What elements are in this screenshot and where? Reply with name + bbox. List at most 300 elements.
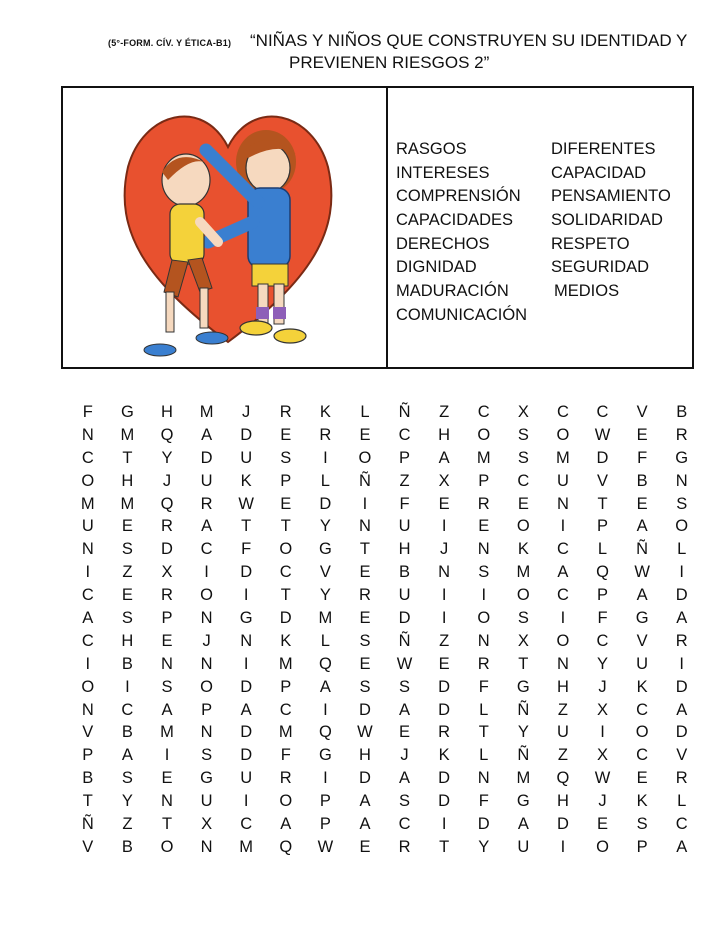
grid-cell[interactable]: I: [85, 654, 91, 673]
grid-cell[interactable]: E: [438, 494, 450, 513]
grid-cell[interactable]: K: [319, 403, 331, 421]
grid-cell[interactable]: C: [121, 700, 134, 719]
grid-cell[interactable]: Ñ: [398, 403, 411, 421]
grid-cell[interactable]: Y: [517, 723, 529, 742]
grid-cell[interactable]: G: [200, 769, 213, 788]
grid-cell[interactable]: H: [121, 631, 134, 650]
grid-cell[interactable]: C: [636, 700, 649, 719]
grid-cell[interactable]: U: [398, 586, 411, 605]
grid-cell[interactable]: I: [243, 586, 249, 605]
grid-cell[interactable]: M: [120, 425, 135, 444]
grid-cell[interactable]: C: [636, 746, 649, 765]
grid-cell[interactable]: K: [438, 746, 450, 765]
grid-cell[interactable]: Y: [161, 448, 173, 467]
grid-cell[interactable]: F: [280, 746, 291, 765]
grid-cell[interactable]: N: [675, 471, 688, 490]
grid-cell[interactable]: P: [82, 746, 94, 765]
grid-cell[interactable]: G: [516, 792, 530, 811]
grid-cell[interactable]: Y: [121, 792, 133, 811]
grid-cell[interactable]: A: [240, 700, 252, 719]
grid-cell[interactable]: I: [323, 700, 328, 719]
grid-cell[interactable]: V: [636, 403, 648, 421]
grid-cell[interactable]: O: [81, 677, 95, 696]
grid-cell[interactable]: E: [161, 769, 173, 788]
grid-cell[interactable]: D: [240, 746, 253, 765]
grid-cell[interactable]: T: [359, 540, 370, 559]
grid-cell[interactable]: W: [357, 723, 373, 742]
grid-cell[interactable]: C: [81, 631, 94, 650]
grid-cell[interactable]: L: [479, 746, 489, 765]
grid-cell[interactable]: A: [438, 448, 450, 467]
grid-cell[interactable]: D: [675, 586, 688, 605]
grid-cell[interactable]: D: [240, 563, 253, 582]
grid-cell[interactable]: Z: [439, 403, 450, 421]
grid-cell[interactable]: T: [478, 723, 489, 742]
grid-cell[interactable]: G: [239, 609, 253, 628]
grid-cell[interactable]: F: [82, 403, 93, 421]
grid-cell[interactable]: M: [160, 723, 174, 742]
grid-cell[interactable]: B: [121, 654, 133, 673]
grid-cell[interactable]: U: [200, 792, 213, 811]
grid-cell[interactable]: I: [560, 837, 566, 856]
grid-cell[interactable]: I: [125, 677, 130, 696]
grid-cell[interactable]: N: [161, 792, 173, 811]
grid-cell[interactable]: J: [598, 677, 607, 696]
grid-cell[interactable]: J: [400, 746, 409, 765]
grid-cell[interactable]: E: [399, 723, 411, 742]
grid-cell[interactable]: C: [596, 631, 609, 650]
grid-cell[interactable]: D: [556, 815, 569, 834]
grid-cell[interactable]: A: [359, 792, 371, 811]
grid-cell[interactable]: N: [556, 494, 569, 513]
grid-cell[interactable]: K: [517, 540, 529, 559]
grid-cell[interactable]: Ñ: [517, 700, 530, 719]
grid-cell[interactable]: E: [359, 654, 371, 673]
grid-cell[interactable]: R: [477, 494, 490, 513]
grid-cell[interactable]: T: [439, 837, 450, 856]
grid-cell[interactable]: Z: [122, 563, 133, 582]
grid-cell[interactable]: F: [597, 609, 608, 628]
grid-cell[interactable]: Ñ: [398, 631, 411, 650]
grid-cell[interactable]: A: [676, 609, 688, 628]
grid-cell[interactable]: J: [202, 631, 211, 650]
grid-cell[interactable]: A: [161, 700, 173, 719]
grid-cell[interactable]: M: [239, 837, 254, 856]
grid-cell[interactable]: D: [358, 769, 371, 788]
grid-cell[interactable]: Z: [122, 815, 133, 834]
grid-cell[interactable]: C: [477, 403, 490, 421]
grid-cell[interactable]: I: [164, 746, 170, 765]
grid-cell[interactable]: T: [597, 494, 608, 513]
grid-cell[interactable]: V: [676, 746, 688, 765]
grid-cell[interactable]: M: [120, 494, 135, 513]
grid-cell[interactable]: I: [362, 494, 368, 513]
grid-cell[interactable]: O: [675, 517, 689, 536]
grid-cell[interactable]: P: [319, 792, 331, 811]
grid-cell[interactable]: I: [441, 586, 447, 605]
grid-cell[interactable]: O: [279, 540, 293, 559]
grid-cell[interactable]: S: [517, 448, 529, 467]
grid-cell[interactable]: P: [478, 471, 490, 490]
grid-cell[interactable]: Q: [556, 769, 570, 788]
grid-cell[interactable]: L: [597, 540, 608, 559]
grid-cell[interactable]: W: [317, 837, 334, 856]
grid-cell[interactable]: I: [441, 815, 447, 834]
grid-cell[interactable]: J: [162, 471, 172, 490]
grid-cell[interactable]: T: [280, 586, 291, 605]
grid-cell[interactable]: C: [517, 471, 530, 490]
grid-cell[interactable]: K: [636, 792, 648, 811]
grid-cell[interactable]: D: [240, 677, 253, 696]
grid-cell[interactable]: M: [476, 448, 491, 467]
grid-cell[interactable]: N: [81, 425, 94, 444]
grid-cell[interactable]: N: [556, 654, 569, 673]
grid-cell[interactable]: R: [675, 425, 688, 444]
grid-cell[interactable]: P: [280, 471, 292, 490]
grid-cell[interactable]: W: [634, 563, 650, 582]
grid-cell[interactable]: L: [677, 792, 687, 811]
grid-cell[interactable]: E: [161, 631, 173, 650]
grid-cell[interactable]: E: [280, 425, 292, 444]
grid-cell[interactable]: N: [161, 654, 173, 673]
grid-cell[interactable]: P: [636, 837, 648, 856]
grid-cell[interactable]: A: [319, 677, 331, 696]
grid-cell[interactable]: U: [517, 837, 530, 856]
grid-cell[interactable]: D: [438, 677, 451, 696]
grid-cell[interactable]: C: [556, 403, 569, 421]
grid-cell[interactable]: E: [597, 815, 609, 834]
grid-cell[interactable]: I: [441, 609, 447, 628]
grid-cell[interactable]: I: [481, 586, 487, 605]
grid-cell[interactable]: G: [120, 403, 134, 421]
grid-cell[interactable]: E: [359, 837, 371, 856]
grid-cell[interactable]: G: [318, 540, 332, 559]
grid-cell[interactable]: H: [161, 403, 173, 421]
grid-cell[interactable]: O: [477, 425, 491, 444]
grid-cell[interactable]: S: [359, 631, 371, 650]
grid-cell[interactable]: I: [204, 563, 209, 582]
grid-cell[interactable]: I: [85, 563, 91, 582]
grid-cell[interactable]: J: [598, 792, 607, 811]
grid-cell[interactable]: L: [677, 540, 687, 559]
grid-cell[interactable]: Q: [318, 654, 332, 673]
grid-cell[interactable]: U: [556, 723, 569, 742]
grid-cell[interactable]: O: [556, 425, 570, 444]
grid-cell[interactable]: K: [240, 471, 252, 490]
grid-cell[interactable]: E: [359, 563, 371, 582]
grid-cell[interactable]: D: [161, 540, 173, 559]
grid-cell[interactable]: P: [280, 677, 292, 696]
grid-cell[interactable]: I: [560, 609, 566, 628]
grid-cell[interactable]: I: [679, 654, 684, 673]
grid-cell[interactable]: E: [636, 425, 648, 444]
grid-cell[interactable]: I: [323, 448, 328, 467]
grid-cell[interactable]: U: [636, 654, 649, 673]
grid-cell[interactable]: E: [280, 494, 292, 513]
grid-cell[interactable]: I: [679, 563, 684, 582]
grid-cell[interactable]: N: [81, 540, 94, 559]
grid-cell[interactable]: U: [398, 517, 411, 536]
grid-cell[interactable]: R: [675, 769, 688, 788]
grid-cell[interactable]: Q: [279, 837, 293, 856]
grid-cell[interactable]: B: [636, 471, 648, 490]
grid-cell[interactable]: O: [200, 677, 213, 696]
grid-cell[interactable]: A: [676, 700, 688, 719]
grid-cell[interactable]: A: [636, 517, 648, 536]
grid-cell[interactable]: A: [517, 815, 529, 834]
grid-cell[interactable]: O: [81, 471, 95, 490]
grid-cell[interactable]: X: [438, 471, 450, 490]
grid-cell[interactable]: P: [201, 700, 213, 719]
grid-cell[interactable]: C: [81, 448, 94, 467]
grid-cell[interactable]: O: [556, 631, 570, 650]
grid-cell[interactable]: E: [438, 654, 450, 673]
grid-cell[interactable]: I: [600, 723, 605, 742]
grid-cell[interactable]: E: [636, 769, 648, 788]
grid-cell[interactable]: C: [398, 425, 411, 444]
grid-cell[interactable]: N: [438, 563, 451, 582]
grid-cell[interactable]: N: [200, 654, 213, 673]
grid-cell[interactable]: F: [241, 540, 252, 559]
grid-cell[interactable]: S: [478, 563, 490, 582]
grid-cell[interactable]: X: [597, 746, 609, 765]
grid-cell[interactable]: L: [320, 471, 330, 490]
grid-cell[interactable]: D: [477, 815, 490, 834]
grid-cell[interactable]: A: [201, 517, 213, 536]
grid-cell[interactable]: D: [358, 700, 371, 719]
grid-cell[interactable]: Z: [557, 700, 568, 719]
grid-cell[interactable]: T: [241, 517, 252, 536]
grid-cell[interactable]: A: [399, 700, 411, 719]
grid-cell[interactable]: D: [438, 792, 451, 811]
grid-cell[interactable]: H: [438, 425, 451, 444]
grid-cell[interactable]: Q: [160, 425, 174, 444]
grid-cell[interactable]: Ñ: [81, 815, 94, 834]
grid-cell[interactable]: B: [121, 837, 133, 856]
grid-cell[interactable]: I: [323, 769, 328, 788]
grid-cell[interactable]: A: [201, 425, 213, 444]
grid-cell[interactable]: R: [200, 494, 213, 513]
grid-cell[interactable]: C: [556, 586, 569, 605]
grid-cell[interactable]: R: [358, 586, 371, 605]
grid-cell[interactable]: G: [516, 677, 530, 696]
grid-cell[interactable]: E: [478, 517, 490, 536]
grid-cell[interactable]: Y: [319, 517, 331, 536]
grid-cell[interactable]: P: [597, 517, 609, 536]
grid-cell[interactable]: M: [516, 563, 531, 582]
grid-cell[interactable]: R: [398, 837, 411, 856]
grid-cell[interactable]: A: [636, 586, 648, 605]
grid-cell[interactable]: R: [319, 425, 332, 444]
grid-cell[interactable]: C: [81, 586, 94, 605]
grid-cell[interactable]: H: [121, 471, 134, 490]
grid-cell[interactable]: S: [201, 746, 213, 765]
grid-cell[interactable]: U: [81, 517, 94, 536]
grid-cell[interactable]: D: [438, 769, 451, 788]
grid-cell[interactable]: C: [240, 815, 253, 834]
grid-cell[interactable]: X: [597, 700, 609, 719]
grid-cell[interactable]: M: [80, 494, 95, 513]
grid-cell[interactable]: N: [477, 631, 490, 650]
grid-cell[interactable]: B: [121, 723, 133, 742]
grid-cell[interactable]: R: [477, 654, 490, 673]
grid-cell[interactable]: S: [517, 425, 529, 444]
grid-cell[interactable]: L: [320, 631, 330, 650]
grid-cell[interactable]: T: [122, 448, 133, 467]
grid-cell[interactable]: E: [359, 609, 371, 628]
grid-cell[interactable]: C: [279, 563, 292, 582]
grid-cell[interactable]: D: [438, 700, 451, 719]
grid-cell[interactable]: X: [517, 403, 529, 421]
grid-cell[interactable]: P: [399, 448, 411, 467]
grid-cell[interactable]: D: [596, 448, 609, 467]
grid-cell[interactable]: A: [359, 815, 371, 834]
grid-cell[interactable]: A: [121, 746, 133, 765]
grid-cell[interactable]: T: [82, 792, 93, 811]
grid-cell[interactable]: Q: [318, 723, 332, 742]
grid-cell[interactable]: B: [82, 769, 94, 788]
grid-cell[interactable]: Ñ: [358, 471, 371, 490]
grid-cell[interactable]: F: [637, 448, 648, 467]
grid-cell[interactable]: C: [556, 540, 569, 559]
grid-cell[interactable]: I: [441, 517, 447, 536]
grid-cell[interactable]: O: [279, 792, 293, 811]
grid-cell[interactable]: B: [676, 403, 688, 421]
grid-cell[interactable]: U: [240, 448, 253, 467]
grid-cell[interactable]: R: [279, 769, 292, 788]
grid-cell[interactable]: W: [594, 425, 611, 444]
grid-cell[interactable]: X: [201, 815, 213, 834]
grid-cell[interactable]: G: [318, 746, 332, 765]
grid-cell[interactable]: S: [359, 677, 371, 696]
grid-cell[interactable]: G: [635, 609, 649, 628]
grid-cell[interactable]: D: [319, 494, 332, 513]
grid-cell[interactable]: H: [556, 792, 569, 811]
grid-cell[interactable]: O: [516, 517, 530, 536]
grid-cell[interactable]: Y: [319, 586, 331, 605]
grid-cell[interactable]: I: [243, 792, 249, 811]
grid-cell[interactable]: R: [161, 517, 173, 536]
grid-cell[interactable]: N: [477, 769, 490, 788]
grid-cell[interactable]: N: [240, 631, 253, 650]
grid-cell[interactable]: W: [396, 654, 413, 673]
grid-cell[interactable]: P: [161, 609, 173, 628]
grid-cell[interactable]: N: [200, 723, 213, 742]
grid-cell[interactable]: U: [556, 471, 569, 490]
grid-cell[interactable]: S: [121, 540, 133, 559]
grid-cell[interactable]: V: [597, 471, 609, 490]
grid-cell[interactable]: C: [675, 815, 688, 834]
grid-cell[interactable]: N: [200, 609, 213, 628]
grid-cell[interactable]: M: [516, 769, 531, 788]
grid-cell[interactable]: O: [635, 723, 649, 742]
grid-cell[interactable]: A: [676, 837, 688, 856]
grid-cell[interactable]: S: [399, 677, 411, 696]
grid-cell[interactable]: H: [556, 677, 569, 696]
grid-cell[interactable]: X: [517, 631, 529, 650]
grid-cell[interactable]: I: [243, 654, 249, 673]
grid-cell[interactable]: R: [161, 586, 173, 605]
grid-cell[interactable]: U: [200, 471, 213, 490]
grid-cell[interactable]: E: [517, 494, 529, 513]
grid-cell[interactable]: A: [399, 769, 411, 788]
grid-cell[interactable]: N: [477, 540, 490, 559]
grid-cell[interactable]: M: [278, 654, 293, 673]
grid-cell[interactable]: O: [200, 586, 213, 605]
grid-cell[interactable]: E: [121, 586, 133, 605]
grid-cell[interactable]: U: [240, 769, 253, 788]
grid-cell[interactable]: D: [200, 448, 213, 467]
grid-cell[interactable]: D: [279, 609, 292, 628]
grid-cell[interactable]: N: [358, 517, 371, 536]
grid-cell[interactable]: K: [280, 631, 292, 650]
grid-cell[interactable]: J: [242, 403, 251, 421]
grid-cell[interactable]: A: [280, 815, 292, 834]
grid-cell[interactable]: Ñ: [517, 746, 530, 765]
grid-cell[interactable]: V: [82, 723, 94, 742]
grid-cell[interactable]: Z: [557, 746, 568, 765]
grid-cell[interactable]: D: [240, 723, 253, 742]
grid-cell[interactable]: M: [278, 723, 293, 742]
grid-cell[interactable]: S: [676, 494, 688, 513]
grid-cell[interactable]: Q: [160, 494, 174, 513]
grid-cell[interactable]: T: [518, 654, 529, 673]
grid-cell[interactable]: S: [517, 609, 529, 628]
grid-cell[interactable]: K: [636, 677, 648, 696]
grid-cell[interactable]: J: [440, 540, 449, 559]
grid-cell[interactable]: D: [398, 609, 411, 628]
grid-cell[interactable]: F: [478, 677, 489, 696]
grid-cell[interactable]: C: [398, 815, 411, 834]
grid-cell[interactable]: O: [516, 586, 530, 605]
grid-cell[interactable]: O: [358, 448, 372, 467]
grid-cell[interactable]: P: [597, 586, 609, 605]
grid-cell[interactable]: A: [557, 563, 569, 582]
grid-cell[interactable]: W: [238, 494, 254, 513]
grid-cell[interactable]: A: [82, 609, 94, 628]
grid-cell[interactable]: R: [675, 631, 688, 650]
grid-cell[interactable]: Ñ: [636, 540, 649, 559]
grid-cell[interactable]: B: [399, 563, 411, 582]
grid-cell[interactable]: X: [161, 563, 173, 582]
grid-cell[interactable]: I: [560, 517, 566, 536]
grid-cell[interactable]: D: [675, 677, 688, 696]
grid-cell[interactable]: D: [675, 723, 688, 742]
grid-cell[interactable]: O: [477, 609, 491, 628]
grid-cell[interactable]: N: [81, 700, 94, 719]
grid-cell[interactable]: Q: [596, 563, 609, 582]
grid-cell[interactable]: H: [358, 746, 371, 765]
grid-cell[interactable]: T: [161, 815, 173, 834]
grid-cell[interactable]: Z: [439, 631, 450, 650]
grid-cell[interactable]: M: [318, 609, 333, 628]
grid-cell[interactable]: Y: [597, 654, 609, 673]
grid-cell[interactable]: Y: [478, 837, 490, 856]
grid-cell[interactable]: S: [161, 677, 173, 696]
grid-cell[interactable]: V: [636, 631, 648, 650]
grid-cell[interactable]: D: [240, 425, 253, 444]
grid-cell[interactable]: F: [478, 792, 489, 811]
grid-cell[interactable]: O: [160, 837, 174, 856]
grid-cell[interactable]: S: [636, 815, 648, 834]
grid-cell[interactable]: C: [200, 540, 213, 559]
grid-cell[interactable]: S: [280, 448, 292, 467]
grid-cell[interactable]: S: [121, 769, 133, 788]
grid-cell[interactable]: Z: [399, 471, 410, 490]
grid-cell[interactable]: M: [556, 448, 570, 467]
grid-cell[interactable]: M: [199, 403, 214, 421]
grid-cell[interactable]: C: [279, 700, 292, 719]
